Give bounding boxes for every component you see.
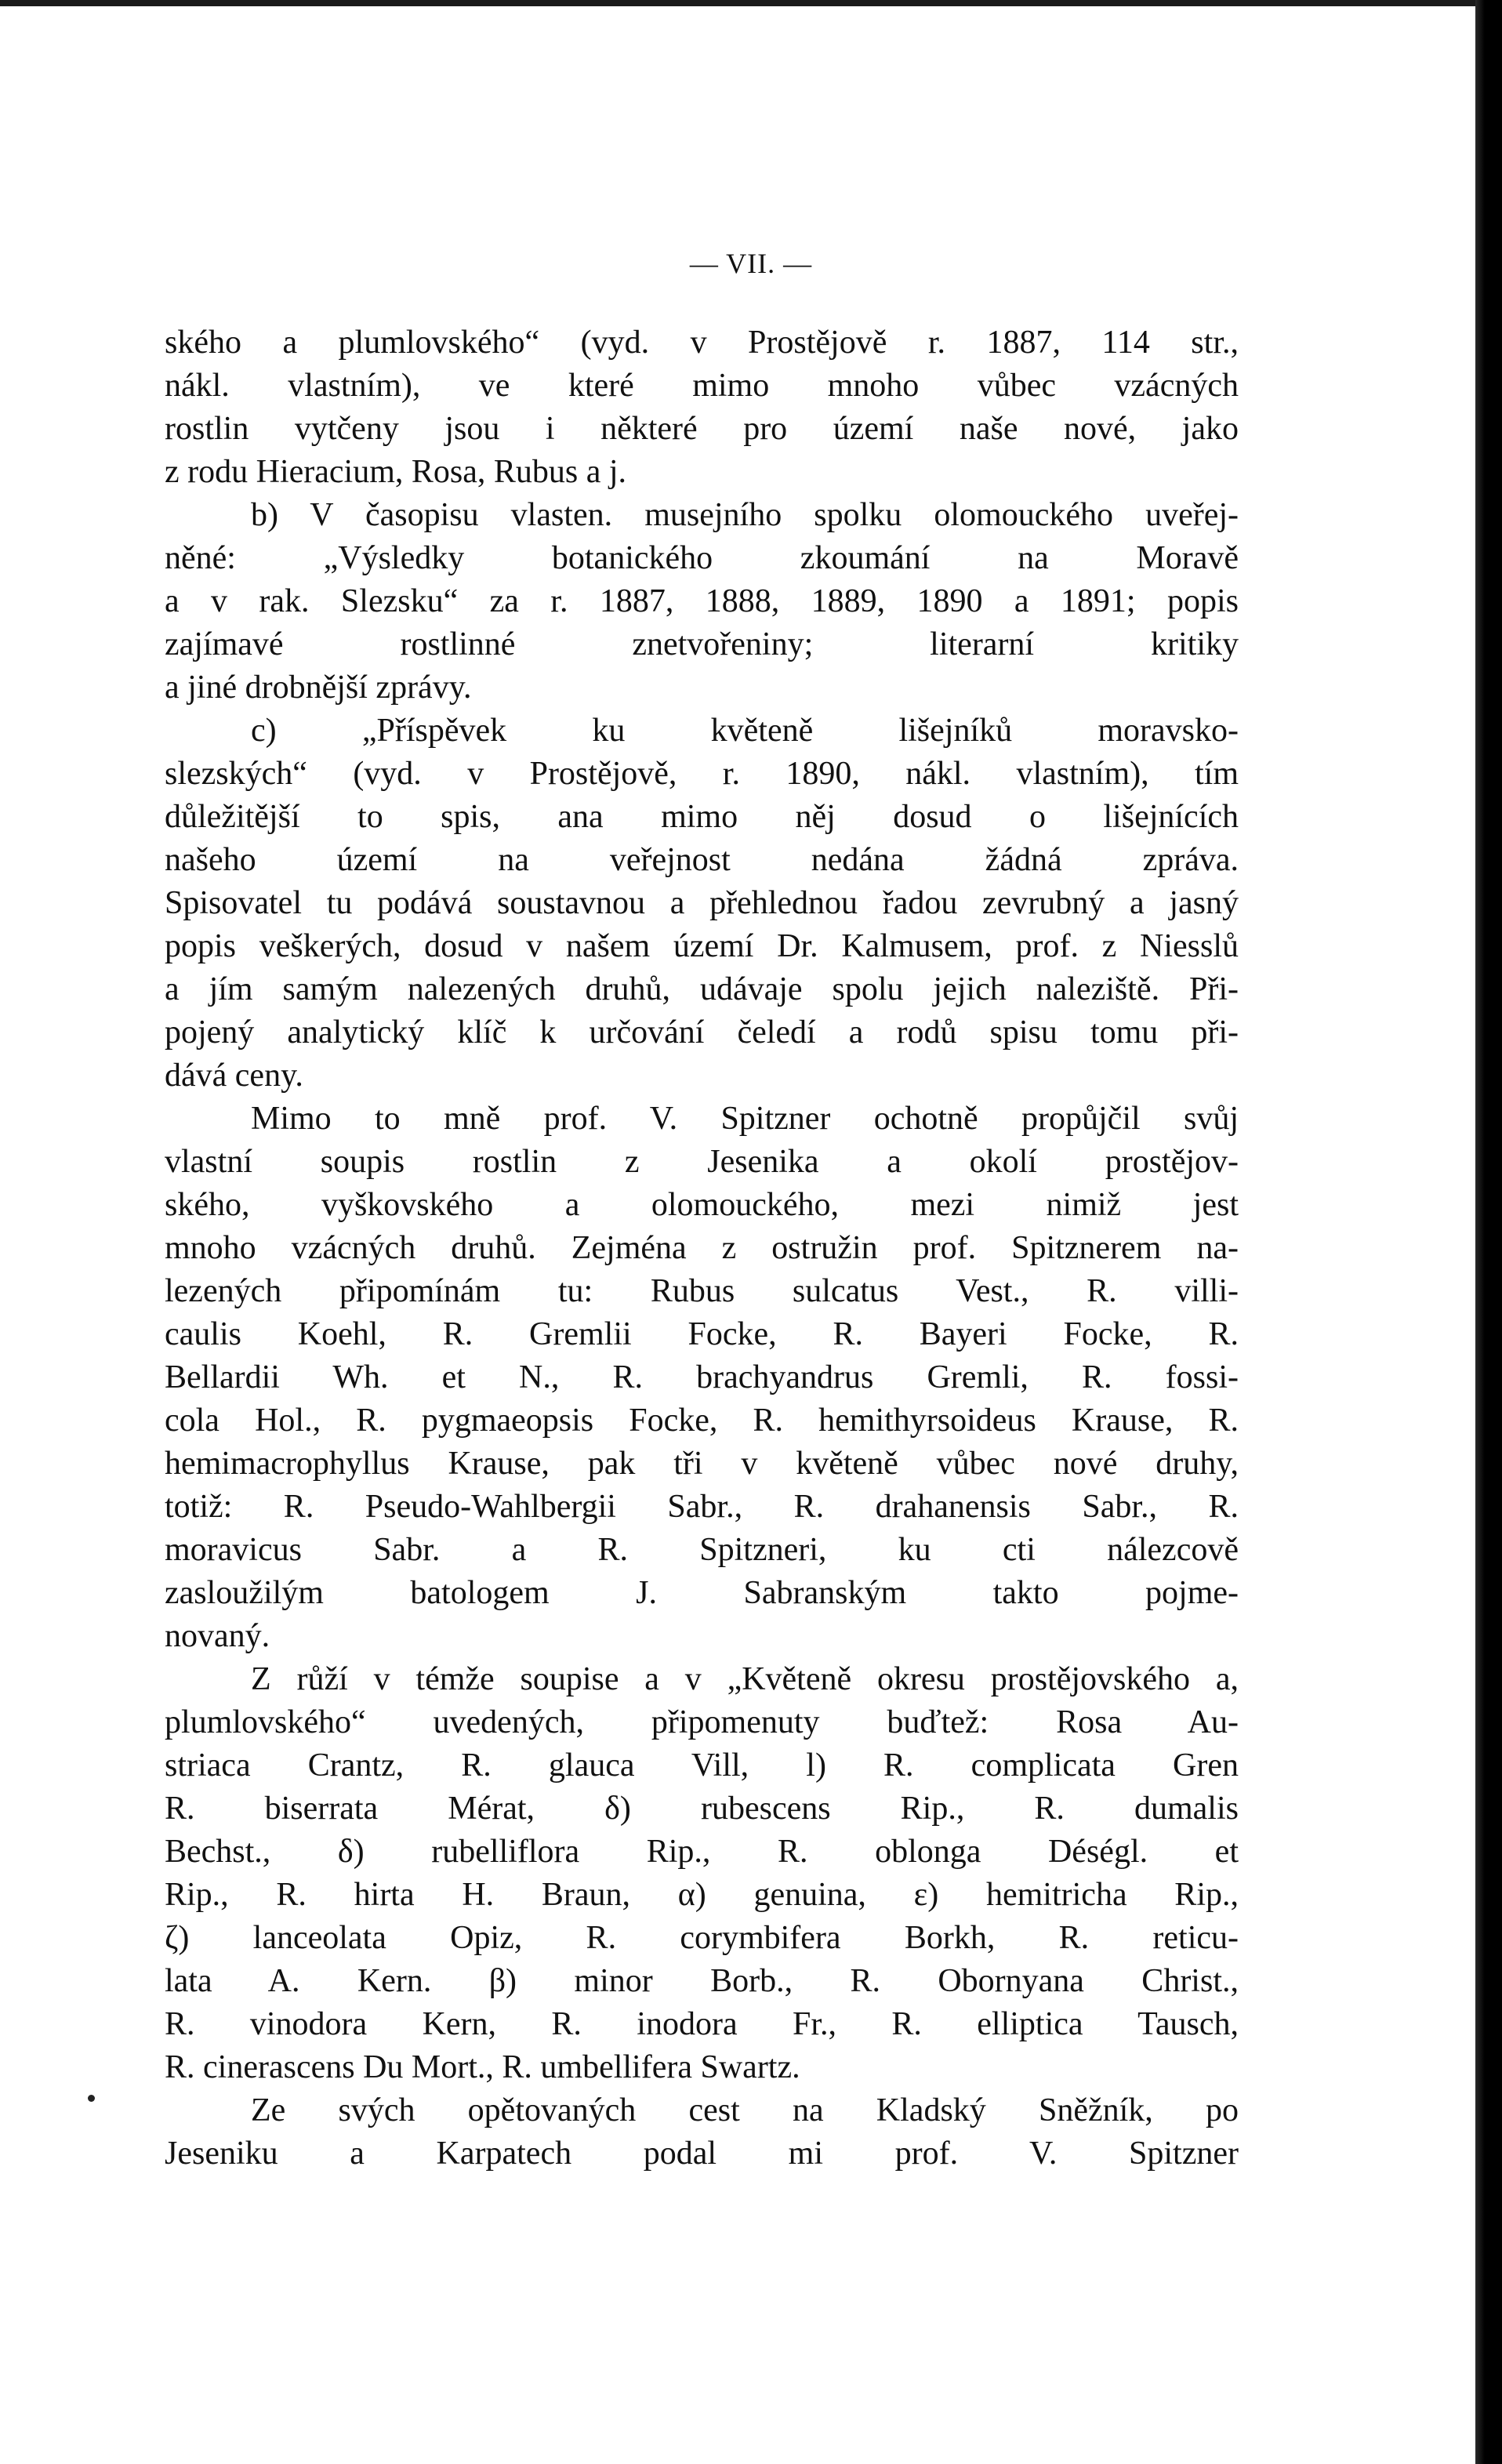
text-line: mnoho vzácných druhů. Zejména z ostružin prof. Spitznerem na-: [165, 1230, 1239, 1266]
scan-speck: [88, 2095, 95, 2102]
text-line: caulis Koehl, R. Gremlii Focke, R. Bayeri Focke, R.: [165, 1316, 1239, 1352]
text-line: zajímavé rostlinné znetvořeniny; literarní kritiky: [165, 626, 1239, 662]
text-line: plumlovského“ uvedených, připomenuty buďtež: Rosa Au-: [165, 1704, 1239, 1740]
text-line: ského a plumlovského“ (vyd. v Prostějově r. 1887, 114 str.,: [165, 325, 1239, 361]
text-line: dává ceny.: [165, 1058, 303, 1094]
text-line: moravicus Sabr. a R. Spitzneri, ku cti nálezcově: [165, 1532, 1239, 1568]
text-line: rostlin vytčeny jsou i některé pro území naše nové, jako: [165, 411, 1239, 447]
body-text: [165, 321, 1239, 2176]
text-line: zasloužilým batologem J. Sabranským takto pojme-: [165, 1575, 1239, 1611]
text-line: ζ) lanceolata Opiz, R. corymbifera Borkh, R. reticu-: [165, 1920, 1239, 1956]
text-line: Bellardii Wh. et N., R. brachyandrus Gremli, R. fossi-: [165, 1359, 1239, 1395]
text-line: hemimacrophyllus Krause, pak tři v květeně vůbec nové druhy,: [165, 1446, 1239, 1482]
text-line: Z růží v témže soupise a v „Květeně okresu prostějovského a,: [251, 1661, 1239, 1697]
text-line: něné: „Výsledky botanického zkoumání na Moravě: [165, 540, 1239, 576]
text-line: Jeseniku a Karpatech podal mi prof. V. Spitzner: [165, 2136, 1239, 2172]
text-line: Rip., R. hirta H. Braun, α) genuina, ε) hemitricha Rip.,: [165, 1877, 1239, 1913]
text-line: vlastní soupis rostlin z Jesenika a okolí prostějov-: [165, 1144, 1239, 1180]
text-line: striaca Crantz, R. glauca Vill, l) R. complicata Gren: [165, 1747, 1239, 1784]
text-line: novaný.: [165, 1618, 270, 1654]
scan-top-edge: [0, 0, 1502, 6]
text-line: našeho území na veřejnost nedána žádná zpráva.: [165, 842, 1239, 878]
text-line: R. cinerascens Du Mort., R. umbellifera Swartz.: [165, 2049, 800, 2085]
text-line: Mimo to mně prof. V. Spitzner ochotně propůjčil svůj: [251, 1101, 1239, 1137]
scan-right-edge: [1475, 0, 1502, 2464]
text-line: totiž: R. Pseudo-Wahlbergii Sabr., R. drahanensis Sabr., R.: [165, 1489, 1239, 1525]
text-line: popis veškerých, dosud v našem území Dr. Kalmusem, prof. z Niesslů: [165, 928, 1239, 964]
text-line: a jím samým nalezených druhů, udávaje spolu jejich naleziště. Při-: [165, 971, 1239, 1007]
text-line: nákl. vlastním), ve které mimo mnoho vůbec vzácných: [165, 368, 1239, 404]
text-line: R. biserrata Mérat, δ) rubescens Rip., R. dumalis: [165, 1791, 1239, 1827]
text-line: Bechst., δ) rubelliflora Rip., R. oblonga Déségl. et: [165, 1834, 1239, 1870]
text-line: cola Hol., R. pygmaeopsis Focke, R. hemithyrsoideus Krause, R.: [165, 1403, 1239, 1439]
text-line: Ze svých opětovaných cest na Kladský Sněžník, po: [251, 2092, 1239, 2128]
text-line: R. vinodora Kern, R. inodora Fr., R. elliptica Tausch,: [165, 2006, 1239, 2042]
text-line: slezských“ (vyd. v Prostějově, r. 1890, nákl. vlastním), tím: [165, 756, 1239, 792]
text-line: Spisovatel tu podává soustavnou a přehlednou řadou zevrubný a jasný: [165, 885, 1239, 921]
text-line: b) V časopisu vlasten. musejního spolku olomouckého uveřej-: [251, 497, 1239, 533]
page-number: — VII. —: [689, 248, 813, 279]
text-line: lata A. Kern. β) minor Borb., R. Obornyana Christ.,: [165, 1963, 1239, 1999]
text-line: a v rak. Slezsku“ za r. 1887, 1888, 1889, 1890 a 1891; popis: [165, 583, 1239, 619]
text-line: a jiné drobnější zprávy.: [165, 670, 472, 706]
text-line: z rodu Hieracium, Rosa, Rubus a j.: [165, 454, 627, 490]
text-line: c) „Příspěvek ku květeně lišejníků moravsko-: [251, 713, 1239, 749]
text-line: důležitější to spis, ana mimo něj dosud o lišejnících: [165, 799, 1239, 835]
text-line: ského, vyškovského a olomouckého, mezi nimiž jest: [165, 1187, 1239, 1223]
text-line: pojený analytický klíč k určování čeledí a rodů spisu tomu při-: [165, 1014, 1239, 1051]
text-line: lezených připomínám tu: Rubus sulcatus Vest., R. villi-: [165, 1273, 1239, 1309]
